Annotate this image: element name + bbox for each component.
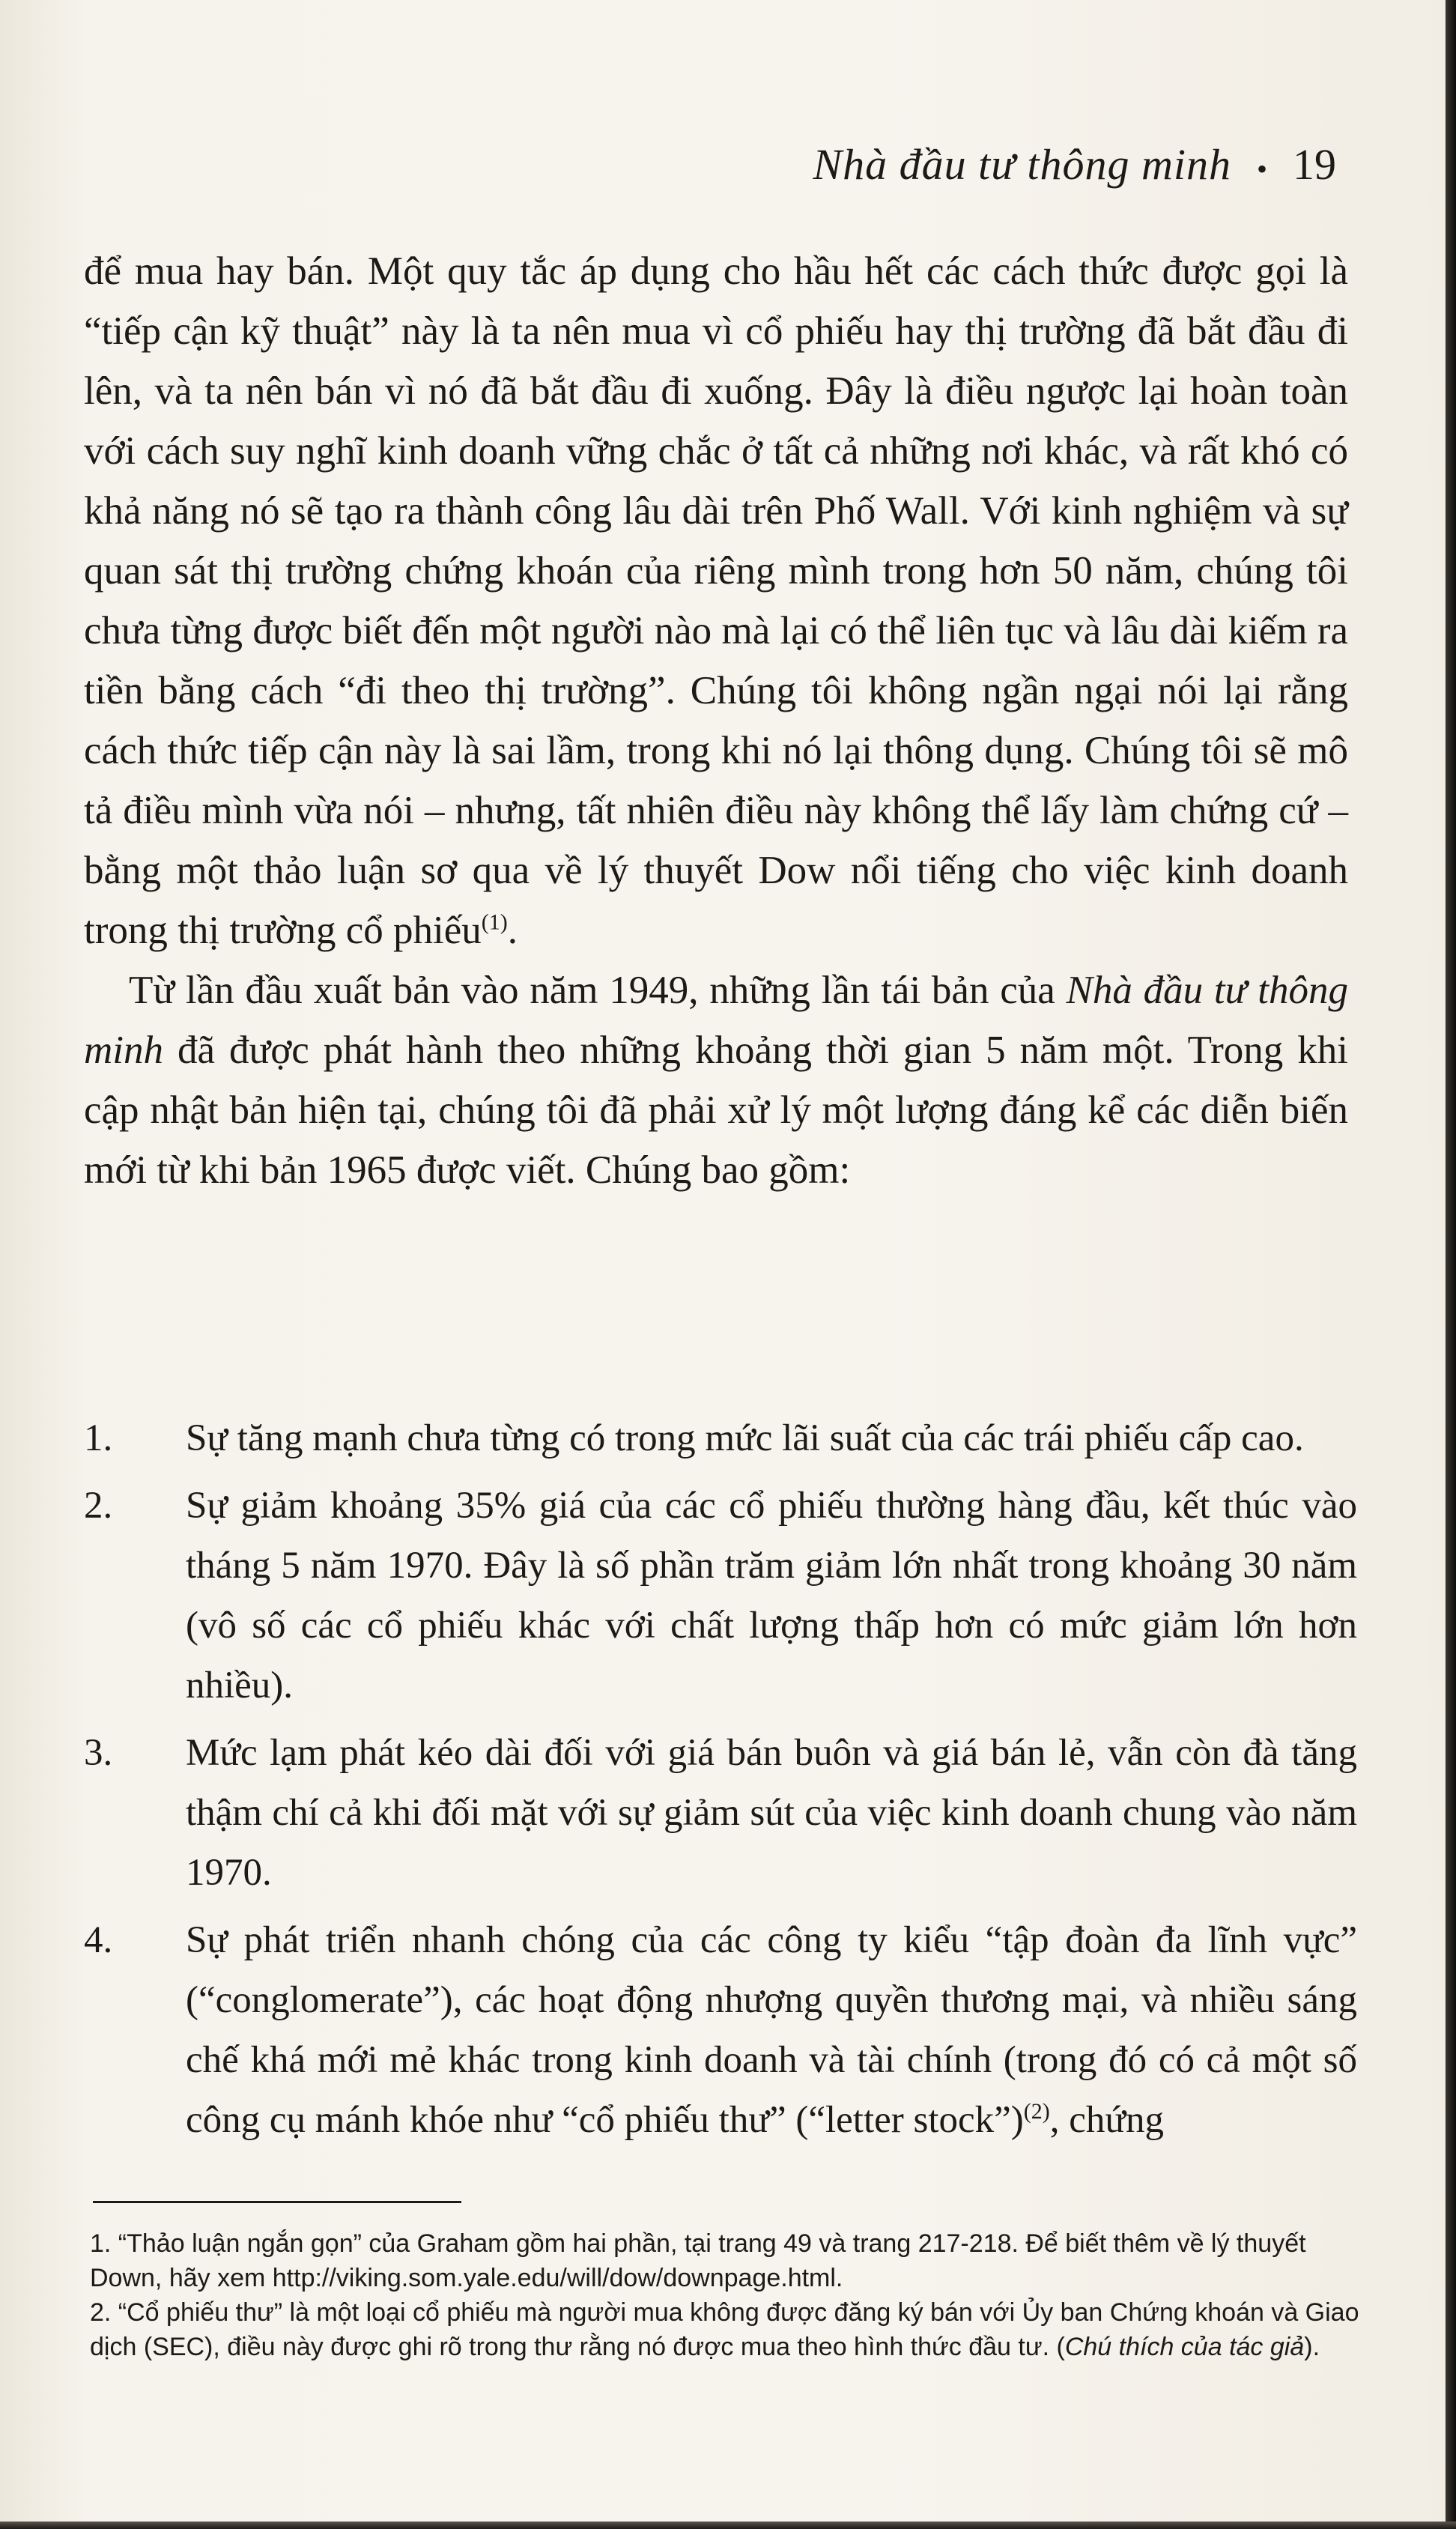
list-item-text-end: , chứng — [1049, 2099, 1165, 2141]
page-bottom-edge — [0, 2522, 1456, 2529]
footnote-2-italic: Chú thích của tác giả — [1064, 2333, 1305, 2361]
list-item-text: Mức lạm phát kéo dài đối với giá bán buôn và giá bán lẻ, vẫn còn đà tăng thậm chí cả khi đối mặt với sự giảm sút của việc kinh doanh chung vào năm 1970. — [186, 1732, 1357, 1894]
footnote-2-end: ). — [1304, 2333, 1320, 2361]
paragraph-2-rest: đã được phát hành theo những khoảng thời gian 5 năm một. Trong khi cập nhật bản hiện tại, chúng tôi đã phải xử lý một lượng đáng kể các diễn biến mới từ khi bản 1965 được viết. Chúng bao gồm: — [84, 1029, 1348, 1192]
list-item-text: Sự giảm khoảng 35% giá của các cổ phiếu thường hàng đầu, kết thúc vào tháng 5 năm 1970. Đây là số phần trăm giảm lớn nhất trong khoảng 30 năm (vô số các cổ phiếu khác với chất lượng thấp hơn có mức giảm lớn hơn nhiều). — [186, 1485, 1357, 1706]
footnote-2 — [90, 2295, 1363, 2364]
footnote-2-start: 2. “Cổ phiếu thư” là một loại cổ phiếu mà người mua không được đăng ký bán với Ủy ban Chứng khoán và Giao dịch (SEC), điều này được ghi rõ trong thư rằng nó được mua theo hình thức đầu tư. ( — [90, 2298, 1359, 2361]
footnote-mark-1: (1) — [481, 909, 508, 935]
header-bullet: • — [1256, 152, 1267, 186]
page-number: 19 — [1293, 140, 1336, 189]
list-item-text-wrapper — [186, 1910, 1357, 2150]
list-item-text: Sự phát triển nhanh chóng của các công ty kiểu “tập đoàn đa lĩnh vực” (“conglomerate”), các hoạt động nhượng quyền thương mại, và nhiều sáng chế khá mới mẻ khác trong kinh doanh và tài chính (trong đó có cả một số công cụ mánh khóe như “cổ phiếu thư” (“letter stock”) — [186, 1919, 1357, 2141]
list-item-number: 2. — [84, 1485, 113, 1527]
running-header — [813, 139, 1336, 190]
footnotes — [90, 2226, 1363, 2364]
paragraph-2 — [84, 960, 1348, 1200]
paragraph-1 — [84, 241, 1348, 960]
list-item — [84, 1476, 1357, 1715]
body-text — [84, 241, 1348, 1200]
list-item — [84, 1723, 1357, 1903]
paragraph-1-end: . — [507, 909, 518, 952]
paragraph-2-start: Từ lần đầu xuất bản vào năm 1949, những lần tái bản của — [129, 969, 1067, 1012]
list-item-text: Sự tăng mạnh chưa từng có trong mức lãi suất của các trái phiếu cấp cao. — [186, 1417, 1304, 1459]
footnote-1: 1. “Thảo luận ngắn gọn” của Graham gồm hai phần, tại trang 49 và trang 217-218. Để biết thêm về lý thuyết Down, hãy xem http://viking.som.yale.edu/will/dow/downpage.html. — [90, 2229, 1306, 2292]
numbered-list — [84, 1408, 1357, 2157]
list-item — [84, 1910, 1357, 2150]
footnote-divider — [93, 2201, 461, 2203]
running-header-title: Nhà đầu tư thông minh — [813, 140, 1231, 189]
list-item — [84, 1408, 1357, 1468]
footnote-mark-2: (2) — [1023, 2099, 1050, 2124]
page-edge-shadow — [1446, 0, 1456, 2529]
list-item-number: 4. — [84, 1919, 113, 1961]
list-item-number: 3. — [84, 1732, 113, 1774]
paragraph-1-text: để mua hay bán. Một quy tắc áp dụng cho hầu hết các cách thức được gọi là “tiếp cận kỹ thuật” này là ta nên mua vì cổ phiếu hay thị trường đã bắt đầu đi lên, và ta nên bán vì nó đã bắt đầu đi xuống. Đây là điều ngược lại hoàn toàn với cách suy nghĩ kinh doanh vững chắc ở tất cả những nơi khác, và rất khó có khả năng nó sẽ tạo ra thành công lâu dài trên Phố Wall. Với kinh nghiệm và sự quan sát thị trường chứng khoán của riêng mình trong hơn 50 năm, chúng tôi chưa từng được biết đến một người nào mà lại có thể liên tục và lâu dài kiếm ra tiền bằng cách “đi theo thị trường”. Chúng tôi không ngần ngại nói lại rằng cách thức tiếp cận này là sai lầm, trong khi nó lại thông dụng. Chúng tôi sẽ mô tả điều mình vừa nói – nhưng, tất nhiên điều này không thể lấy làm chứng cứ – bằng một thảo luận sơ qua về lý thuyết Dow nổi tiếng cho việc kinh doanh trong thị trường cổ phiếu — [84, 249, 1348, 952]
book-title-italic: Nhà đầu tư thông minh — [84, 969, 1348, 1072]
list-item-number: 1. — [84, 1417, 113, 1459]
